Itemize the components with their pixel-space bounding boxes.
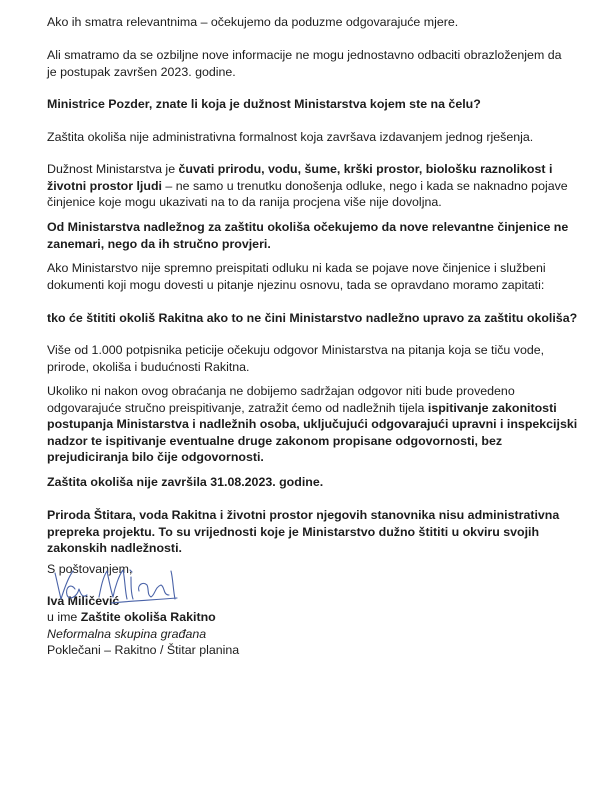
text-line: [47, 433, 567, 450]
text-line: [47, 507, 567, 524]
text-line: [47, 260, 567, 277]
text-run: Ukoliko ni nakon ovog obraćanja ne dobijemo sadržajan odgovor niti bude provedeno: [47, 384, 515, 398]
bold-text-run: Od Ministarstva nadležnog za zaštitu okoliša očekujemo da nove relevantne činjenice ne: [47, 220, 569, 234]
paragraph-question-minister: [47, 96, 567, 113]
text-line: [47, 14, 567, 31]
location: Poklečani – Rakitno / Štitar planina: [47, 643, 240, 658]
organization-name: Zaštite okoliša Rakitno: [80, 610, 216, 625]
text-line: [47, 178, 567, 195]
bold-text-run: tko će štititi okoliš Rakitna ako to ne čini Ministarstvo nadležno upravo za zaštitu okoliša?: [47, 311, 578, 325]
text-line: [47, 416, 578, 433]
text-run: dokumenti koji mogu dovesti u pitanje njezinu osnovu, tada se opravdano moramo zapitati:: [47, 277, 545, 292]
bold-text-run: ispitivanje zakonitosti: [427, 400, 557, 415]
text-run: odgovarajuće stručno preispitivanje, zatražit ćemo od nadležnih tijela: [47, 400, 428, 415]
bold-text-run: Ministrice Pozder, znate li koja je dužnost Ministarstva kojem ste na čelu?: [47, 97, 481, 111]
text-line: [47, 277, 567, 294]
paragraph-new-information: [47, 47, 567, 80]
paragraph-who-will-protect: [47, 310, 578, 327]
text-line: [47, 236, 567, 253]
bold-text-run: prejudiciranja bilo čije odgovornosti.: [47, 450, 264, 465]
paragraph-expectation: [47, 219, 567, 252]
text-line: [47, 359, 567, 376]
greeting: S poštovanjem,: [47, 562, 133, 576]
text-line: [47, 474, 567, 491]
text-line: [47, 219, 567, 236]
text-line: [47, 194, 567, 211]
bold-text-run: životni prostor ljudi: [47, 178, 162, 193]
text-line: [47, 96, 567, 113]
bold-text-run: prepreka projektu. To su vrijednosti koje je Ministarstvo dužno štititi u okviru svojih: [47, 524, 540, 539]
text-line: [47, 129, 567, 146]
bold-text-run: nadzor te ispitivanje eventualne druge zakonom propisane odgovornosti, bez: [47, 433, 503, 448]
on-behalf-prefix: u ime: [47, 610, 81, 625]
bold-text-run: zakonskih nadležnosti.: [47, 541, 182, 556]
text-line: [47, 64, 567, 81]
text-run: je postupak završen 2023. godine.: [47, 64, 236, 79]
text-run: Ali smatramo da se ozbiljne nove informacije ne mogu jednostavno odbaciti obrazloženjem da: [47, 48, 562, 62]
text-line: [47, 342, 567, 359]
text-run: – ne samo u trenutku donošenja odluke, nego i kada se naknadno pojave: [161, 178, 568, 193]
text-line: [47, 310, 578, 327]
paragraph-petition-signers: [47, 342, 567, 375]
paragraph-ministry-duty: [47, 161, 567, 211]
text-run: prirode, okoliša i budućnosti Rakitna.: [47, 359, 250, 374]
text-run: Više od 1.000 potpisnika peticije očekuju odgovor Ministarstva na pitanja koja se tiču vode,: [47, 343, 545, 357]
bold-text-run: Zaštita okoliša nije završila 31.08.2023. godine.: [47, 475, 324, 489]
paragraph-if-not-ready: [47, 260, 567, 293]
text-run: Ako ih smatra relevantnima – očekujemo da poduzme odgovarajuće mjere.: [47, 15, 459, 29]
bold-text-run: postupanja Ministarstva i nadležnih osoba, uključujući odgovarajući upravni i inspekcijski: [47, 417, 578, 432]
text-line: [47, 540, 567, 557]
text-line: [47, 449, 567, 466]
text-line: [47, 47, 567, 64]
bold-text-run: Priroda Štitara, voda Rakitna i životni prostor njegovih stanovnika nisu administrativna: [47, 508, 560, 522]
text-line: [47, 383, 567, 400]
paragraph-not-ended: [47, 474, 567, 491]
paragraph-values: [47, 507, 567, 557]
paragraph-expect-measures: [47, 14, 567, 31]
text-run: Zaštita okoliša nije administrativna formalnost koja završava izdavanjem jednog rješenja.: [47, 130, 534, 144]
text-run: Ako Ministarstvo nije spremno preispitati odluku ni kada se pojave nove činjenice i službeni: [47, 261, 546, 275]
bold-text-run: zanemari, nego da ih stručno provjeri.: [47, 236, 271, 251]
paragraph-not-formality: [47, 129, 567, 146]
handwritten-signature: [51, 565, 191, 607]
group-type: Neformalna skupina građana: [47, 626, 207, 641]
text-line: [47, 524, 567, 541]
text-run: Dužnost Ministarstva je: [47, 162, 179, 176]
text-line: [47, 161, 567, 178]
paragraph-legal-review: [47, 383, 578, 466]
signer-name: Iva Miličević: [47, 593, 120, 608]
text-line: [47, 400, 567, 417]
bold-text-run: čuvati prirodu, vodu, šume, krški prostor, biološku raznolikost i: [178, 162, 553, 176]
text-run: činjenice koje mogu ukazivati na to da ranija procjena više nije dovoljna.: [47, 195, 442, 210]
